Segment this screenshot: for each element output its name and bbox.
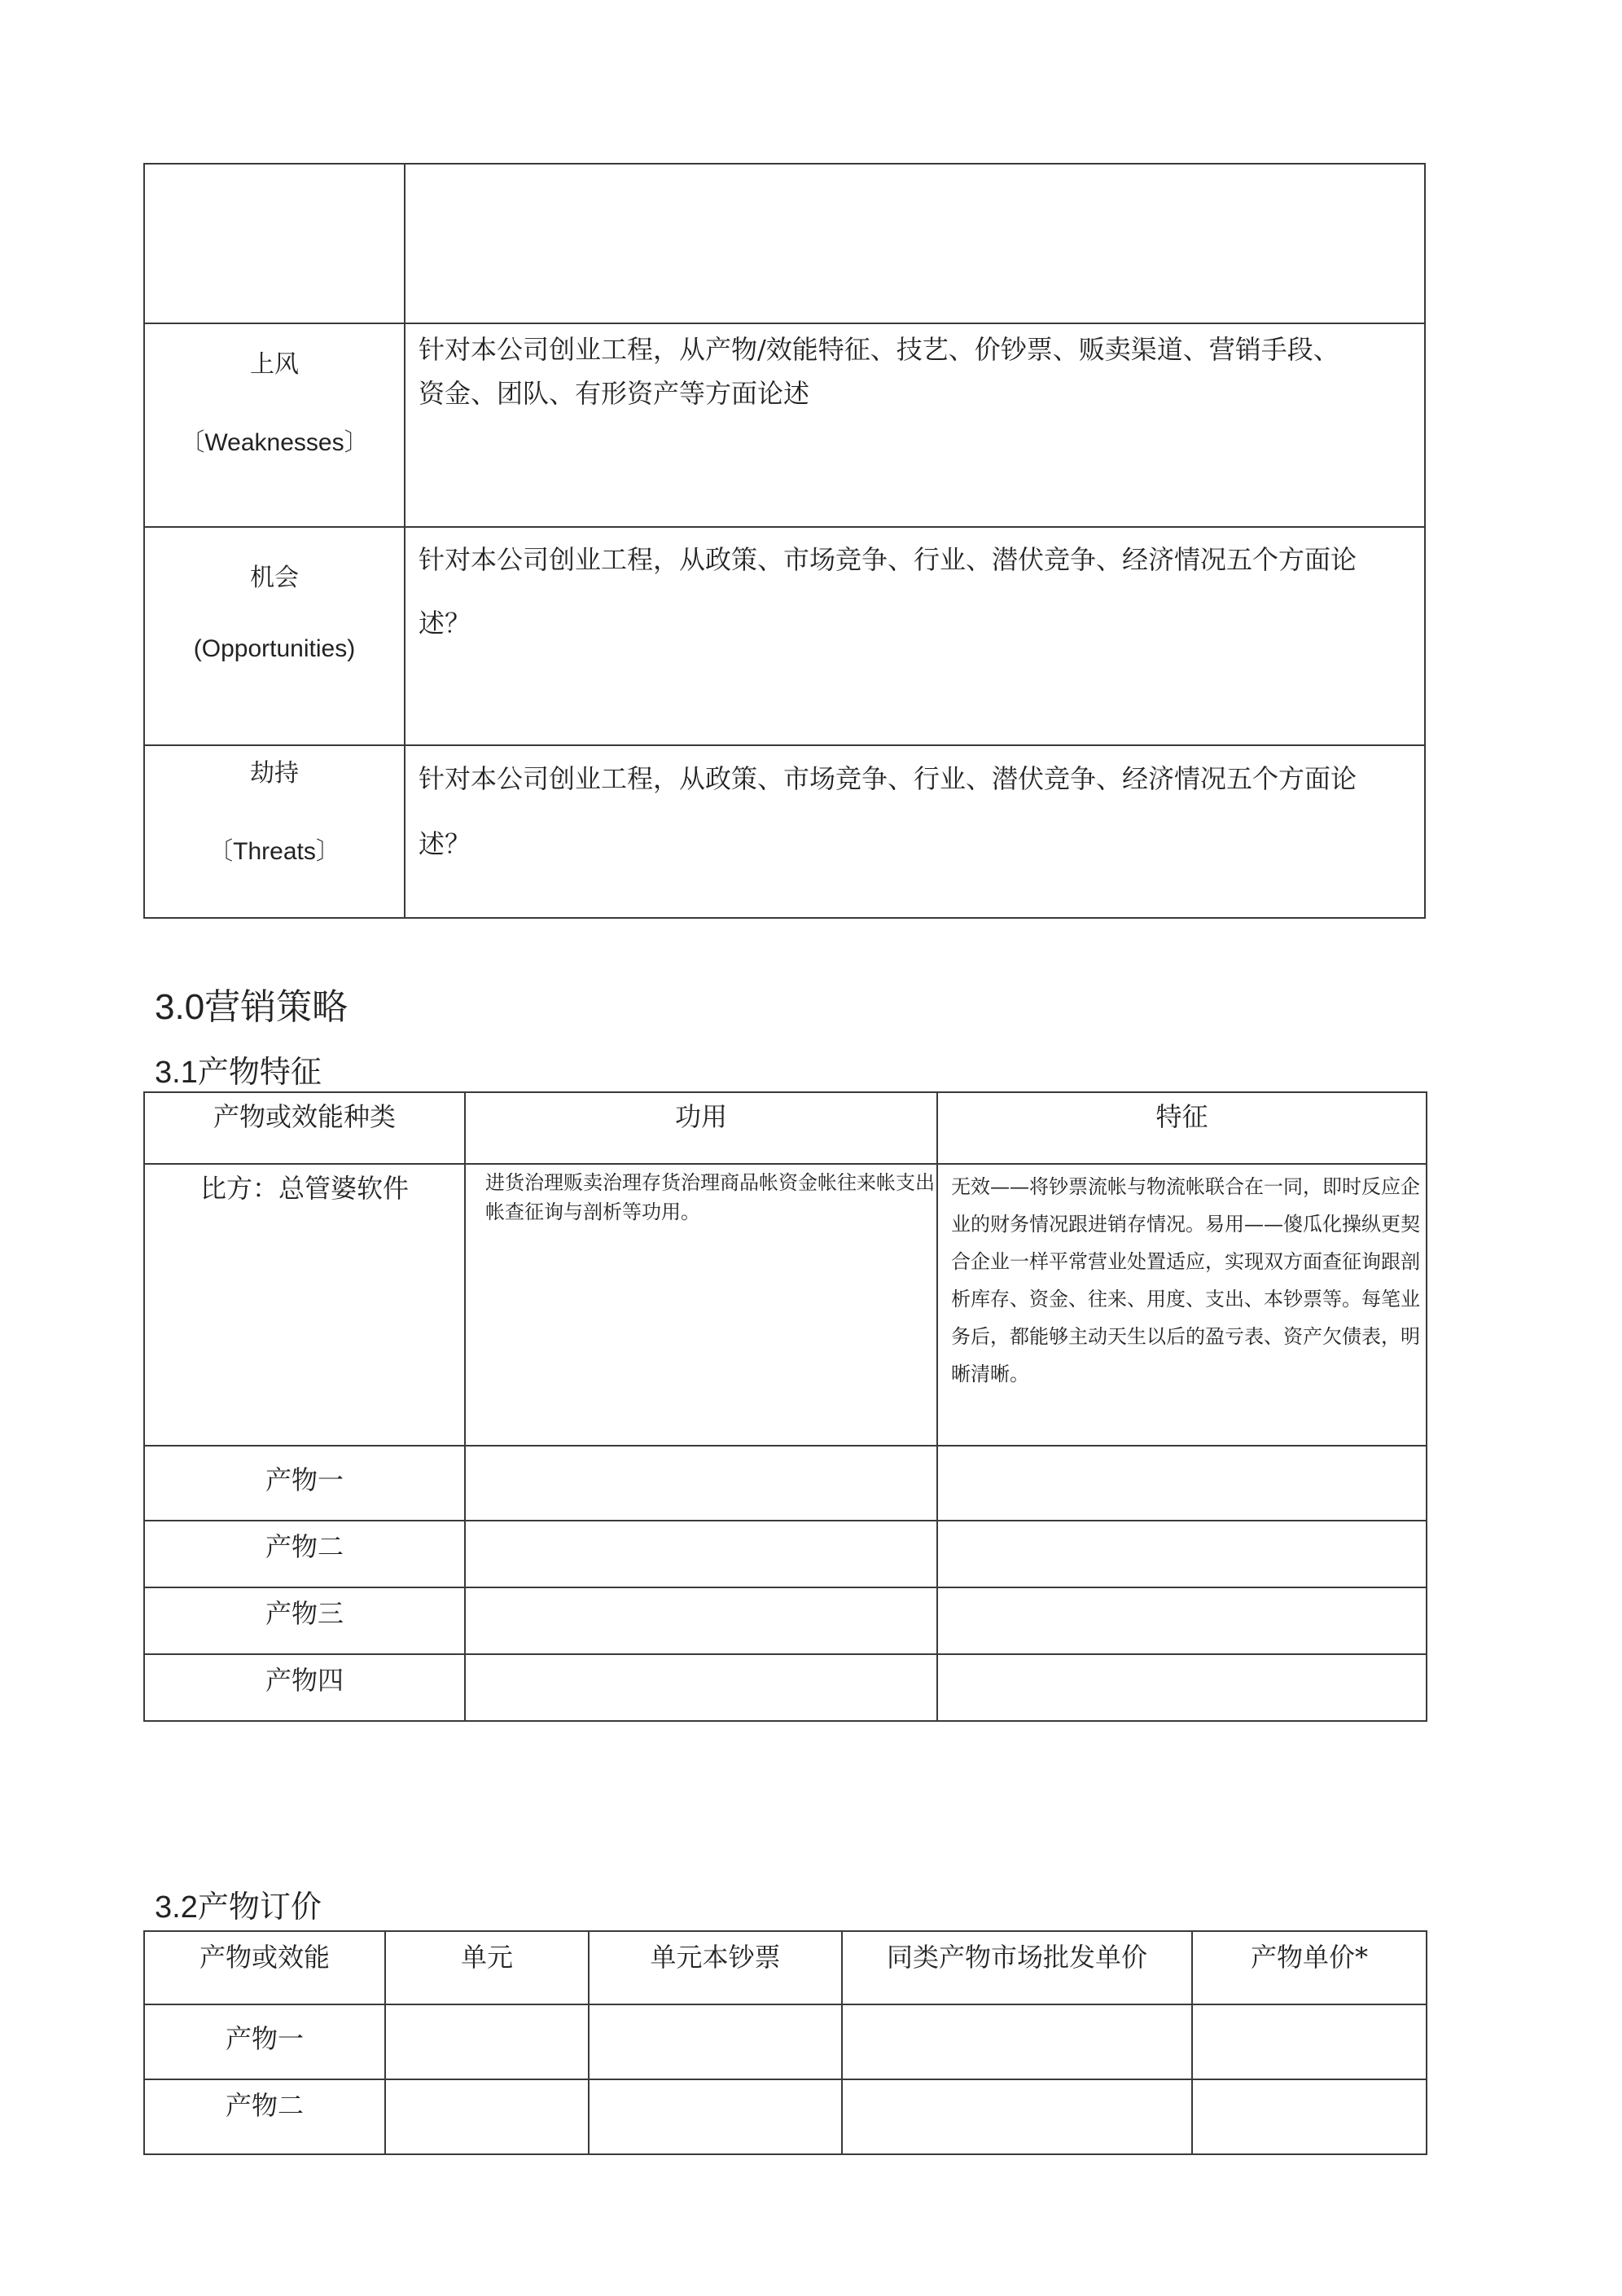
table-header-row — [144, 1092, 1427, 1164]
product-function-cell — [465, 1521, 937, 1587]
header-function: 功用 — [465, 1092, 937, 1164]
swot-text: 针对本公司创业工程，从产物/效能特征、技艺、价钞票、贩卖渠道、营销手段、资金、团队、有形资产等方面论述 — [405, 323, 1425, 527]
market-price-cell — [842, 2004, 1192, 2079]
header-market-wholesale-price: 同类产物市场批发单价 — [842, 1931, 1192, 2004]
swot-row-opportunities — [144, 527, 1425, 745]
swot-row-strengths — [144, 164, 1425, 323]
table-row — [144, 1521, 1427, 1587]
product-name: 产物四 — [144, 1654, 465, 1721]
header-product-or-service: 产物或效能 — [144, 1931, 385, 2004]
product-features-cell — [937, 1654, 1427, 1721]
product-name: 产物二 — [144, 2079, 385, 2154]
product-name: 产物二 — [144, 1521, 465, 1587]
example-product-name: 比方：总管婆软件 — [144, 1164, 465, 1446]
swot-label-cell — [144, 527, 405, 745]
market-price-cell — [842, 2079, 1192, 2154]
header-unit: 单元 — [385, 1931, 589, 2004]
table-header-row — [144, 1931, 1427, 2004]
section-3-0-title: 3.0营销策略 — [155, 987, 349, 1027]
header-unit-cost: 单元本钞票 — [589, 1931, 842, 2004]
swot-text: 针对本公司创业工程，从政策、市场竞争、行业、潜伏竞争、经济情况五个方面论述？ — [405, 527, 1425, 745]
product-pricing-table — [143, 1930, 1427, 2155]
unit-cell — [385, 2004, 589, 2079]
table-row — [144, 2004, 1427, 2079]
swot-row-weaknesses — [144, 323, 1425, 527]
header-features: 特征 — [937, 1092, 1427, 1164]
table-row — [144, 2079, 1427, 2154]
swot-label-cell — [144, 323, 405, 527]
swot-label-en: (Opportunities) — [193, 635, 356, 662]
swot-row-threats — [144, 745, 1425, 918]
product-features-cell — [937, 1521, 1427, 1587]
swot-table — [143, 163, 1426, 919]
product-features-cell — [937, 1587, 1427, 1654]
swot-text — [405, 164, 1425, 323]
table-row — [144, 1587, 1427, 1654]
header-product-unit-price: 产物单价* — [1192, 1931, 1427, 2004]
swot-label-cn: 劫持 — [250, 759, 299, 788]
product-function-cell — [465, 1654, 937, 1721]
section-3-2-title: 3.2产物订价 — [155, 1890, 322, 1925]
unit-cost-cell — [589, 2004, 842, 2079]
section-3-1-title: 3.1产物特征 — [155, 1056, 322, 1090]
unit-cell — [385, 2079, 589, 2154]
product-function-cell — [465, 1446, 937, 1521]
unit-price-cell — [1192, 2004, 1427, 2079]
unit-cost-cell — [589, 2079, 842, 2154]
product-name: 产物一 — [144, 1446, 465, 1521]
product-features-table — [143, 1091, 1427, 1722]
table-row — [144, 1446, 1427, 1521]
swot-text: 针对本公司创业工程，从政策、市场竞争、行业、潜伏竞争、经济情况五个方面论述？ — [405, 745, 1425, 918]
product-function-cell — [465, 1587, 937, 1654]
swot-label-en: 〔Weaknesses〕 — [180, 429, 369, 456]
example-features-text: 无效——将钞票流帐与物流帐联合在一同，即时反应企业的财务情况跟进销存情况。易用——傻瓜化操纵更契合企业一样平常营业处置适应，实现双方面查征询跟剖析库存、资金、往来、用度、支出、本钞票等。每笔业务后，都能够主动天生以后的盈亏表、资产欠债表，明晰清晰。 — [937, 1164, 1427, 1446]
swot-label-cell — [144, 745, 405, 918]
swot-label-cn: 机会 — [250, 564, 299, 592]
unit-price-cell — [1192, 2079, 1427, 2154]
product-features-cell — [937, 1446, 1427, 1521]
table-row — [144, 1654, 1427, 1721]
swot-label-cn: 上风 — [250, 350, 299, 379]
swot-label-en: 〔Threats〕 — [208, 838, 340, 865]
example-row — [144, 1164, 1427, 1446]
product-name: 产物三 — [144, 1587, 465, 1654]
header-product-type: 产物或效能种类 — [144, 1092, 465, 1164]
example-function-text: 进货治理贩卖治理存货治理商品帐资金帐往来帐支出帐查征询与剖析等功用。 — [465, 1164, 937, 1446]
swot-label-cell — [144, 164, 405, 323]
product-name: 产物一 — [144, 2004, 385, 2079]
